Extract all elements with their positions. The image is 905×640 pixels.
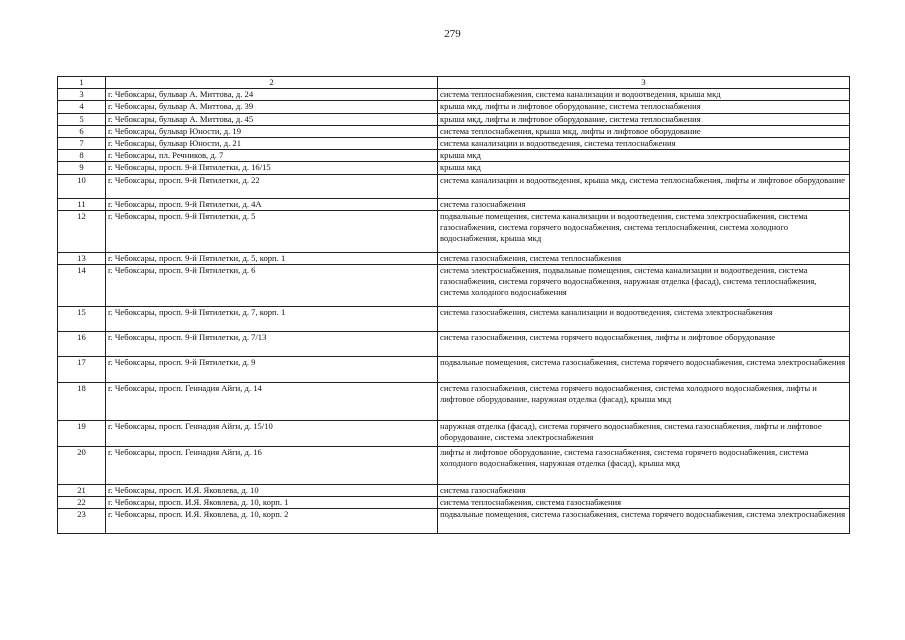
row-address-cell: г. Чебоксары, просп. 9-й Пятилетки, д. 5, корп. 1 [106,252,438,264]
column-header-number: 1 [58,77,106,89]
row-systems-cell: система канализации и водоотведения, крыша мкд, система теплоснабжения, лифты и лифтовое оборудование [438,174,850,198]
row-address-cell: г. Чебоксары, просп. 9-й Пятилетки, д. 6 [106,265,438,307]
row-number-cell: 22 [58,497,106,509]
row-systems-cell: система теплоснабжения, крыша мкд, лифты и лифтовое оборудование [438,125,850,137]
table-header-row [58,77,850,89]
table-row [58,125,850,137]
table-row [58,210,850,252]
row-number-cell: 4 [58,101,106,113]
table-row [58,265,850,307]
row-systems-cell: система газоснабжения, система теплоснабжения [438,252,850,264]
row-number-cell: 8 [58,150,106,162]
row-systems-cell: система теплоснабжения, система газоснабжения [438,497,850,509]
table-row [58,101,850,113]
row-number-cell: 9 [58,162,106,174]
row-address-cell: г. Чебоксары, просп. И.Я. Яковлева, д. 10, корп. 2 [106,509,438,534]
row-systems-cell: система газоснабжения [438,485,850,497]
row-address-cell: г. Чебоксары, просп. 9-й Пятилетки, д. 16/15 [106,162,438,174]
table-row [58,89,850,101]
table-row [58,113,850,125]
row-address-cell: г. Чебоксары, просп. 9-й Пятилетки, д. 7/13 [106,332,438,357]
row-systems-cell: система газоснабжения, система горячего водоснабжения, система холодного водоснабжения, лифты и лифтовое оборудование, наружная отделка (фасад), крыша мкд [438,383,850,421]
table-row [58,497,850,509]
row-address-cell: г. Чебоксары, просп. 9-й Пятилетки, д. 4А [106,198,438,210]
row-address-cell: г. Чебоксары, бульвар Юности, д. 21 [106,138,438,150]
row-systems-cell: лифты и лифтовое оборудование, система газоснабжения, система горячего водоснабжения, система холодного водоснабжения, наружная отделка (фасад), крыша мкд [438,447,850,485]
row-systems-cell: система электроснабжения, подвальные помещения, система канализации и водоотведения, система газоснабжения, система горячего водоснабжения, наружная отделка (фасад), система теплоснабжения, система холодного водоснабжения [438,265,850,307]
row-systems-cell: система канализации и водоотведения, система теплоснабжения [438,138,850,150]
row-systems-cell: крыша мкд, лифты и лифтовое оборудование, система теплоснабжения [438,113,850,125]
row-number-cell: 19 [58,421,106,447]
row-address-cell: г. Чебоксары, бульвар А. Миттова, д. 39 [106,101,438,113]
row-number-cell: 21 [58,485,106,497]
row-address-cell: г. Чебоксары, просп. 9-й Пятилетки, д. 7, корп. 1 [106,307,438,332]
table-row [58,150,850,162]
row-systems-cell: подвальные помещения, система газоснабжения, система горячего водоснабжения, система электроснабжения [438,509,850,534]
table-row [58,383,850,421]
row-systems-cell: система газоснабжения, система горячего водоснабжения, лифты и лифтовое оборудование [438,332,850,357]
row-number-cell: 18 [58,383,106,421]
row-number-cell: 13 [58,252,106,264]
row-number-cell: 12 [58,210,106,252]
table-row [58,174,850,198]
row-systems-cell: крыша мкд [438,162,850,174]
row-number-cell: 5 [58,113,106,125]
row-number-cell: 14 [58,265,106,307]
row-address-cell: г. Чебоксары, просп. 9-й Пятилетки, д. 9 [106,357,438,383]
column-header-systems: 3 [438,77,850,89]
row-number-cell: 11 [58,198,106,210]
row-number-cell: 20 [58,447,106,485]
row-systems-cell: крыша мкд, лифты и лифтовое оборудование, система теплоснабжения [438,101,850,113]
row-systems-cell: подвальные помещения, система канализации и водоотведения, система электроснабжения, система газоснабжения, система горячего водоснабжения, система теплоснабжения, система холодного водоснабжения, крыша мкд [438,210,850,252]
row-address-cell: г. Чебоксары, пл. Речников, д. 7 [106,150,438,162]
row-systems-cell: система газоснабжения [438,198,850,210]
row-systems-cell: система газоснабжения, система канализации и водоотведения, система электроснабжения [438,307,850,332]
row-number-cell: 23 [58,509,106,534]
table-row [58,162,850,174]
row-number-cell: 17 [58,357,106,383]
table-row [58,447,850,485]
table-row [58,332,850,357]
column-header-address: 2 [106,77,438,89]
row-number-cell: 6 [58,125,106,137]
row-number-cell: 10 [58,174,106,198]
row-number-cell: 15 [58,307,106,332]
row-number-cell: 7 [58,138,106,150]
row-systems-cell: подвальные помещения, система газоснабжения, система горячего водоснабжения, система электроснабжения [438,357,850,383]
housing-systems-table [57,76,850,534]
row-systems-cell: система теплоснабжения, система канализации и водоотведения, крыша мкд [438,89,850,101]
row-number-cell: 3 [58,89,106,101]
row-address-cell: г. Чебоксары, просп. 9-й Пятилетки, д. 22 [106,174,438,198]
row-address-cell: г. Чебоксары, просп. Геннадия Айги, д. 16 [106,447,438,485]
row-address-cell: г. Чебоксары, просп. Геннадия Айги, д. 14 [106,383,438,421]
row-address-cell: г. Чебоксары, бульвар А. Миттова, д. 24 [106,89,438,101]
row-address-cell: г. Чебоксары, бульвар Юности, д. 19 [106,125,438,137]
table-row [58,485,850,497]
table-row [58,509,850,534]
table-row [58,357,850,383]
table-row [58,307,850,332]
row-address-cell: г. Чебоксары, просп. 9-й Пятилетки, д. 5 [106,210,438,252]
table-row [58,252,850,264]
row-systems-cell: крыша мкд [438,150,850,162]
row-address-cell: г. Чебоксары, просп. И.Я. Яковлева, д. 10 [106,485,438,497]
table-row [58,421,850,447]
row-address-cell: г. Чебоксары, бульвар А. Миттова, д. 45 [106,113,438,125]
table-body [58,77,850,534]
row-address-cell: г. Чебоксары, просп. Геннадия Айги, д. 15/10 [106,421,438,447]
table-row [58,138,850,150]
row-systems-cell: наружная отделка (фасад), система горячего водоснабжения, система газоснабжения, лифты и лифтовое оборудование, система электроснабжения [438,421,850,447]
row-number-cell: 16 [58,332,106,357]
table-row [58,198,850,210]
row-address-cell: г. Чебоксары, просп. И.Я. Яковлева, д. 10, корп. 1 [106,497,438,509]
page-number: 279 [444,28,461,40]
